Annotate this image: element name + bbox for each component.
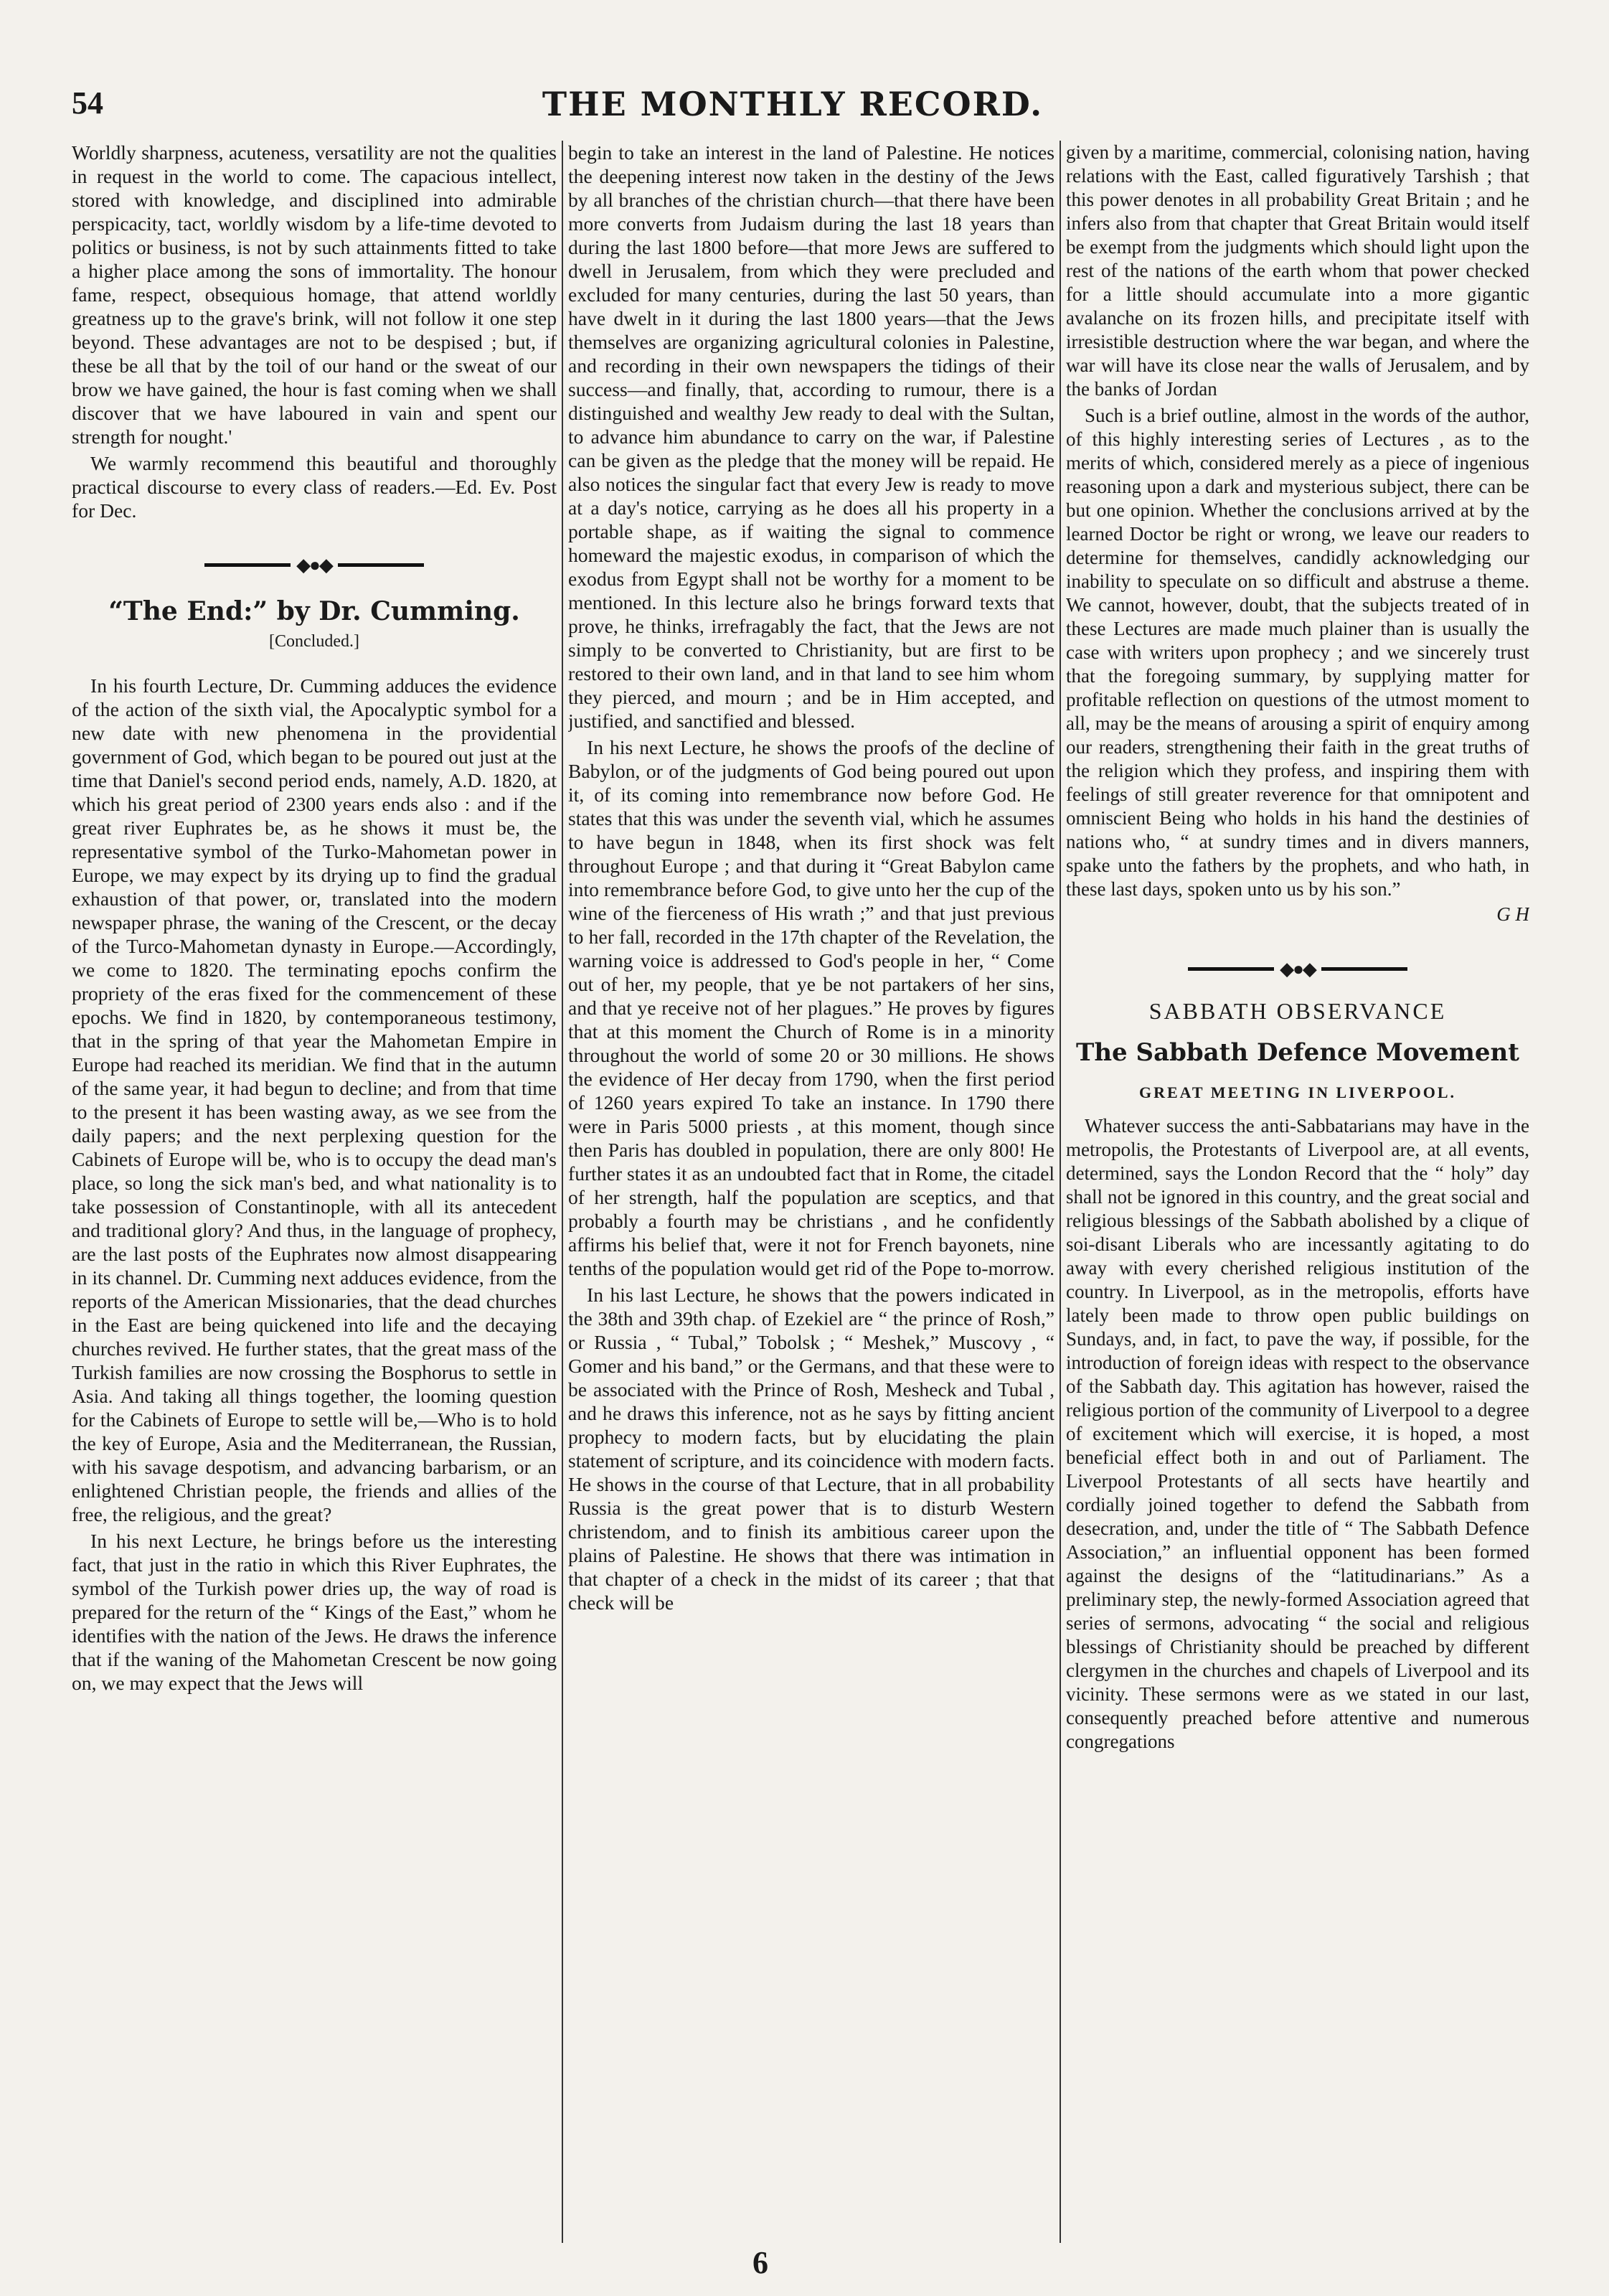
article-title: The Sabbath Defence Movement (1076, 1038, 1519, 1067)
column-3 (1066, 141, 1529, 2243)
paragraph: In his fourth Lecture, Dr. Cumming adduces the evidence of the action of the sixth vial, the Apocalyptic symbol for a new date with new phenomena in the providential government of God, which began to be poured out just at the time that Daniel's second period ends, namely, A.D. 1820, at which his great period of 2300 years ends also : and if the great river Euphrates be, as he shows it must be, the representative symbol of the Turko-Mahometan power in Europe, we may expect by its drying up to find the gradual exhaustion of that power, or, translated into the modern newspaper phrase, the waning of the Crescent, or the decay of the Turco-Mahometan dynasty in Europe.—Accordingly, we come to 1820. The terminating epochs confirm the propriety of the eras fixed for the commencement of these epochs. We find in 1820, by contemporaneous testimony, that in the spring of that year the Mahometan Empire in Europe had reached its meridian. We find that in the autumn of the same year, it had begun to decline; and from that time to the present it has been wasting away, as we see from the daily papers; and the next perplexing question for the Cabinets of Europe will be, who is to occupy the dead man's place, so long the sick man's bed, and what nationality is to take possession of Constantinople, with all its antecedent and traditional glory? And thus, in the language of prophecy, are the last posts of the Euphrates now almost disappearing in its channel. Dr. Cumming next adduces evidence, from the reports of the American Missionaries, that the dead churches in the East are being quickened into life and the decaying churches revived. He further states, that the great mass of the Turkish families are now crossing the Bosphorus to settle in Asia. And taking all things together, the looming question for the Cabinets of Europe to settle will be,—Who is to hold the key of Europe, Asia and the Mediterranean, the Russian, with his savage despotism, and advancing barbarism, or an enlightened Christian people, the friends and allies of the free, the religious, and the great? (72, 674, 557, 1525)
article-status: [Concluded.] (269, 631, 359, 651)
paragraph: In his next Lecture, he shows the proofs of the decline of Babylon, or of the judgments of God being poured out upon it, of its coming into remembrance now before God. He states that this was under the seventh vial, which he assumes to have begun in 1848, when its first shock was felt throughout Europe ; and that during it “Great Babylon came into remembrance before God, to give unto her the cup of the wine of the fierceness of His wrath ;” and that just previous to her fall, recorded in the 17th chapter of the Revelation, the warning voice is addressed to God's people in her, “ Come out of her, my people, that ye be not partakers of her sins, and that ye receive not of her plagues.” He proves by figures that at this moment the Church of Rome is in a minority throughout the world of some 20 or 30 millions. He shows the evidence of Her decay from 1790, when the first period of 1260 years expired To take an instance. In 1790 there were in Paris 5000 priests , at this moment, though since then Paris has doubled in population, there are only 800! He further states it as an undoubted fact that in Rome, the citadel of her strength, half the population are sceptics, and that probably a fourth may be christians , and he confidently affirms his belief that, were it not for French bayonets, nine tenths of the population would get rid of the Pope to-morrow. (568, 736, 1054, 1279)
column-2 (568, 141, 1054, 2243)
page-number: 54 (72, 85, 103, 121)
ornamental-divider: ◆●◆ (72, 551, 557, 577)
article-title: “The End:” by Dr. Cumming. (108, 596, 520, 626)
paragraph: In his last Lecture, he shows that the powers indicated in the 38th and 39th chap. of Ezekiel are “ the prince of Rosh,” or Russia , “ Tubal,” Tobolsk ; “ Meshek,” Muscovy , “ Gomer and his band,” or the Germans, and that these were to be associated with the Prince of Rosh, Mesheck and Tubal , and he draws this inference, not as he says by fitting ancient prophecy to modern facts, but by elucidating the plain statement of scripture, and its coincidence with modern facts. He shows in the course of that Lecture, that in all probability Russia is the great power that is to disturb Western christendom, and to finish its ambitious career upon the plains of Palestine. He shows that there was intimation in that chapter of a check in the midst of its career ; that that check will be (568, 1284, 1054, 1614)
paragraph: Whatever success the anti-Sabbatarians may have in the metropolis, the Protestants of Liverpool are, at all events, determined, says the London Record that the “ holy” day shall not be ignored in this country, and the great social and religious blessings of the Sabbath abolished by a clique of soi-disant Liberals who are incessantly agitating to do away with every cherished religious institution of the country. In Liverpool, as in the metropolis, efforts have lately been made to throw open public buildings on Sundays, and, in fact, to pave the way, if possible, for the introduction of foreign ideas with respect to the observance of the Sabbath day. This agitation has however, raised the religious portion of the community of Liverpool to a degree of excitement which will exercise, it is hoped, a most beneficial effect both in and out of Parliament. The Liverpool Protestants of all sects have heartily and cordially joined together to defend the Sabbath from desecration, and, under the title of “ The Sabbath Defence Association,” an influential opponent has been formed against the designs of the “latitudinarians.” As a preliminary step, the newly-formed Association agreed that series of sermons, advocating “ the social and religious blessings of Christianity should be preached by different clergymen in the churches and chapels of Liverpool and its vicinity. These sermons were as we stated in our last, consequently preached before attentive and numerous congregations (1066, 1114, 1529, 1752)
journal-title: THE MONTHLY RECORD. (542, 85, 1044, 123)
paragraph: In his next Lecture, he brings before us the interesting fact, that just in the ratio in which this River Euphrates, the symbol of the Turkish power dries up, the way of road is prepared for the return of the “ Kings of the East,” whom he identifies with the nation of the Jews. He draws the inference that if the waning of the Mahometan Crescent be now going on, we may expect that the Jews will (72, 1529, 557, 1694)
paragraph: given by a maritime, commercial, colonising nation, having relations with the East, called figuratively Tarshish ; that this power denotes in all probability Great Britain ; and he infers also from that chapter that Great Britain would itself be exempt from the judgments which should light upon the rest of the nations of the earth whom that power checked for a little should accumulate into a more gigantic avalanche on its frozen hills, and precipitate itself with irresistible destruction where the war began, and where the war will have its close near the walls of Jerusalem, and by the banks of Jordan (1066, 141, 1529, 400)
column-rule (562, 141, 563, 2243)
paragraph: Such is a brief outline, almost in the words of the author, of this highly interesting series of Lectures , as to the merits of which, considered merely as a piece of ingenious reasoning upon a dark and mysterious subject, there can be but one opinion. Whether the conclusions arrived at by the learned Doctor be right or wrong, we leave our readers to determine for themselves, candidly acknowledging our inability to speculate on so difficult and abstruse a theme. We cannot, however, doubt, that the subjects treated of in these Lectures are made much plainer than is usually the case with writers upon prophecy ; and we sincerely trust that the foregoing summary, by supplying matter for profitable reflection on questions of the utmost moment to all, may be the means of arousing a spirit of enquiry among our readers, strengthening their faith in the great truths of the religion which they profess, and inspiring them with feelings of still greater reverence for that omnipotent and omniscient Being who holds in his hand the destinies of nations who, “ at sundry times and in divers manners, spake unto the fathers by the prophets, and who hath, in these last days, spoken unto us by his son.” (1066, 405, 1529, 900)
paragraph: begin to take an interest in the land of Palestine. He notices the deepening interest now taken in the destiny of the Jews by all branches of the christian church—that there have been more converts from Judaism during the last 18 years than during the last 1800 before—that more Jews are suffered to dwell in Jerusalem, from which they were precluded and excluded for many centuries, during the last 50 years, than have dwelt in it during the last 1800 years—that the Jews themselves are organizing agricultural colonies in Palestine, and recording in their own newspapers the tidings of their success—and finally, that, according to rumour, there is a distinguished and wealthy Jew ready to deal with the Sultan, to advance him abundance to carry on the war, if Palestine can be given as the pledge that the money will be repaid. He also notices the singular fact that every Jew is ready to move at a day's notice, carrying as he does all his property in a portable shape, as if waiting the signal to commence homeward the majestic exodus, in comparison of which the exodus from Egypt shall not be worthy for a moment to be mentioned. In this lecture also he brings forward texts that prove, he thinks, irrefragably the fact, that the Jews are not simply to be converted to Christianity, but are first to be restored to their own land, and in that land to see him whom they pierced, and mourn ; and be in Him accepted, and justified, and sanctified and blessed. (568, 141, 1054, 732)
author-signature: G H (1496, 903, 1529, 925)
paragraph: We warmly recommend this beautiful and thoroughly practical discourse to every class of readers.—Ed. Ev. Post for Dec. (72, 452, 557, 522)
section-heading: SABBATH OBSERVANCE (1148, 997, 1447, 1024)
column-rule (1060, 141, 1061, 2243)
column-1 (72, 141, 557, 2243)
article-subheading: GREAT MEETING IN LIVERPOOL. (1138, 1083, 1457, 1101)
signature-mark: 6 (752, 2245, 768, 2280)
ornamental-divider: ◆●◆ (1066, 955, 1529, 981)
paragraph: Worldly sharpness, acuteness, versatility are not the qualities in request in the world to come. The capacious intellect, stored with knowledge, and disciplined into admirable perspicacity, tact, worldly wisdom by a life-time devoted to politics or business, is not by such attainments fitted to take a higher place among the sons of immortality. The honour fame, respect, obsequious homage, that attend worldly greatness up to the grave's brink, will not follow it one step beyond. These advantages are not to be despised ; but, if these be all that by the toil of our hand or the sweat of our brow we have gained, the hour is fast coming when we shall discover that we have laboured in vain and spent our strength for nought.' (72, 141, 557, 448)
running-head (72, 85, 1514, 128)
